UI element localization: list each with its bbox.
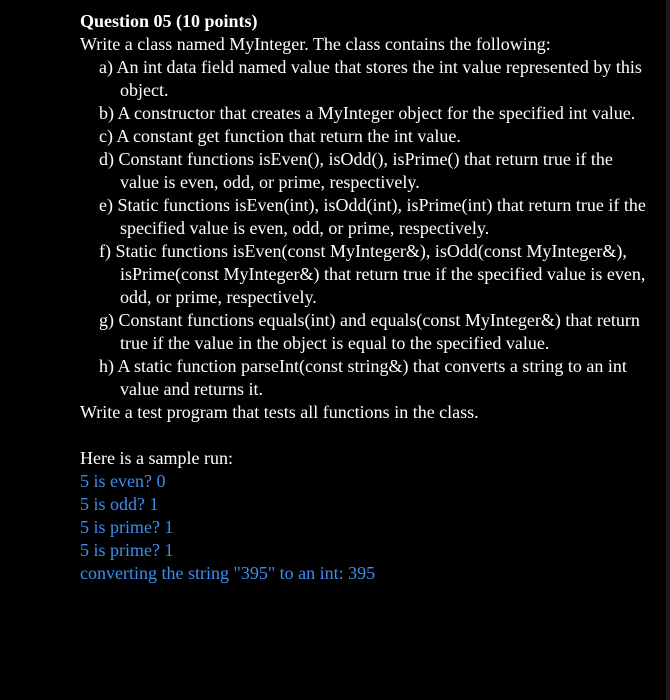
sample-output-line: 5 is odd? 1 xyxy=(80,494,159,514)
requirements-list xyxy=(80,56,655,401)
window-edge xyxy=(666,0,670,700)
question-closing: Write a test program that tests all functions in the class. xyxy=(80,402,479,422)
question-title: Question 05 (10 points) xyxy=(80,11,258,31)
question-intro: Write a class named MyInteger. The class contains the following: xyxy=(80,34,551,54)
sample-output-line: 5 is prime? 1 xyxy=(80,517,174,537)
sample-output-line: 5 is even? 0 xyxy=(80,471,166,491)
sample-output-line: 5 is prime? 1 xyxy=(80,540,174,560)
sample-run-heading: Here is a sample run: xyxy=(80,448,233,468)
sample-output xyxy=(80,470,655,585)
question-document xyxy=(80,10,655,585)
requirement-item-e: e) Static functions isEven(int), isOdd(int), isPrime(int) that return true if the specified value is even, odd, or prime, respectively. xyxy=(99,195,646,238)
requirement-item-b: b) A constructor that creates a MyInteger object for the specified int value. xyxy=(99,103,636,123)
requirement-item-d: d) Constant functions isEven(), isOdd(), isPrime() that return true if the value is even, odd, or prime, respectively. xyxy=(99,149,613,192)
requirement-item-f: f) Static functions isEven(const MyInteger&), isOdd(const MyInteger&), isPrime(const MyInteger&) that return true if the specified value is even, odd, or prime, respectively. xyxy=(99,241,646,307)
requirement-item-g: g) Constant functions equals(int) and equals(const MyInteger&) that return true if the value in the object is equal to the specified value. xyxy=(99,310,640,353)
requirement-item-c: c) A constant get function that return the int value. xyxy=(99,126,461,146)
requirement-item-h: h) A static function parseInt(const string&) that converts a string to an int value and returns it. xyxy=(99,356,627,399)
sample-output-line: converting the string "395" to an int: 395 xyxy=(80,563,376,583)
section-spacer xyxy=(80,424,655,447)
requirement-item-a: a) An int data field named value that stores the int value represented by this object. xyxy=(99,57,642,100)
